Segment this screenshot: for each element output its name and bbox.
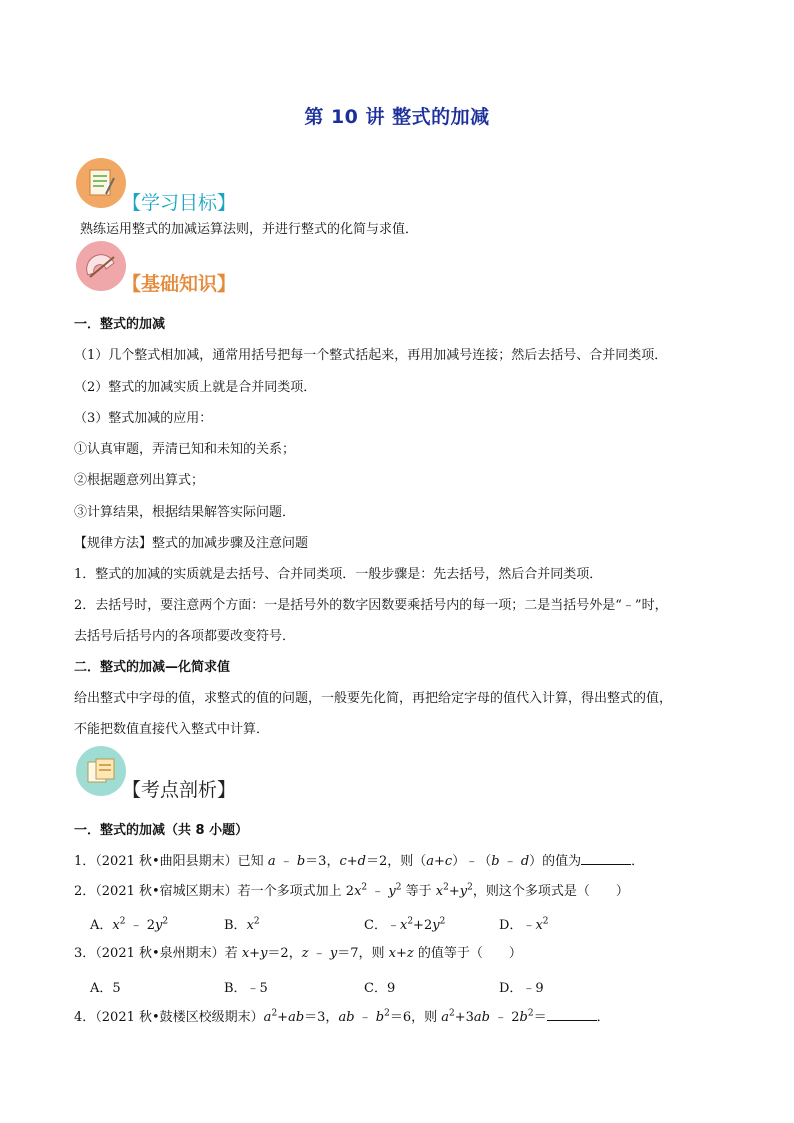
option-c[interactable]: C．9 — [364, 981, 396, 996]
question-1: 1．（2021 秋•曲阳县期末）已知 a ﹣ b＝3，c+d＝2，则（a+c）﹣（b ﹣ d）的值为 ． — [74, 854, 645, 869]
question-3: 3．（2021 秋•泉州期末）若 x+y＝2，z ﹣ y＝7，则 x+z 的值等于（ ） — [74, 946, 522, 961]
analysis-subheading: 一．整式的加减（共 8 小题） — [74, 823, 249, 838]
question-number: 1． — [74, 854, 96, 869]
basics-paragraph: 给出整式中字母的值，求整式的值的问题，一般要先化简，再把给定字母的值代入计算，得出整式的值， — [74, 691, 673, 706]
documents-icon — [76, 746, 126, 796]
basics-subheading-2: 二．整式的加减—化简求值 — [74, 660, 231, 675]
option-c[interactable]: C．$﹣x^2+2y^2$ — [364, 916, 446, 933]
basics-paragraph: 去括号后括号内的各项都要改变符号． — [74, 629, 296, 644]
rule-method-heading: 【规律方法】整式的加减步骤及注意问题 — [74, 536, 309, 551]
basics-paragraph: （1）几个整式相加减，通常用括号把每一个整式括起来，再用加减号连接；然后去括号、合并同类项． — [74, 348, 668, 363]
question-number: 2． — [74, 884, 96, 899]
basics-paragraph: 2．去括号时，要注意两个方面：一是括号外的数字因数要乘括号内的每一项；二是当括号外是“﹣”时， — [74, 598, 668, 613]
option-d[interactable]: D．﹣9 — [499, 981, 544, 996]
basics-subheading-1: 一．整式的加减 — [74, 317, 166, 332]
goal-text: 熟练运用整式的加减运算法则，并进行整式的化简与求值． — [80, 222, 419, 237]
question-number: 3． — [74, 946, 96, 961]
goal-heading: 【学习目标】 — [122, 192, 237, 214]
basics-paragraph: （3）整式加减的应用： — [74, 411, 213, 426]
question-number: 4． — [74, 1010, 96, 1025]
option-a[interactable]: A．5 — [90, 981, 121, 996]
option-b[interactable]: B．﹣5 — [224, 981, 268, 996]
basics-paragraph: ①认真审题，弄清已知和未知的关系； — [74, 442, 296, 457]
protractor-icon — [76, 241, 126, 291]
question-4: 4．（2021 秋•鼓楼区校级期末）$a^2+ab=3$，ab ﹣ $b^2=6$，则 $a^2+3ab$ ﹣ $2b^2=$ ． — [74, 1008, 610, 1025]
answer-blank[interactable] — [547, 1008, 597, 1021]
answer-blank[interactable] — [581, 852, 631, 865]
question-source: （2021 秋•宿城区期末） — [95, 884, 238, 899]
question-2: 2．（2021 秋•宿城区期末）若一个多项式加上 $2x^2$ ﹣ $y^2$ 等于 $x^2+y^2$，则这个多项式是（ ） — [74, 882, 629, 899]
basics-paragraph: 1．整式的加减的实质就是去括号、合并同类项．一般步骤是：先去括号，然后合并同类项． — [74, 567, 603, 582]
analysis-heading: 【考点剖析】 — [122, 779, 237, 801]
basics-paragraph: ②根据题意列出算式； — [74, 473, 205, 488]
notebook-icon — [76, 158, 126, 208]
option-d[interactable]: D．$﹣x^2$ — [499, 916, 549, 933]
basics-paragraph: 不能把数值直接代入整式中计算． — [74, 722, 270, 737]
option-a[interactable]: A．$x^2$ ﹣ $2y^2$ — [90, 916, 169, 933]
page-title: 第 10 讲 整式的加减 — [304, 106, 490, 128]
basics-paragraph: （2）整式的加减实质上就是合并同类项． — [74, 380, 317, 395]
question-source: （2021 秋•曲阳县期末） — [95, 854, 238, 869]
option-b[interactable]: B．$x^2$ — [224, 916, 260, 933]
question-source: （2021 秋•鼓楼区校级期末） — [95, 1010, 264, 1025]
question-source: （2021 秋•泉州期末） — [95, 946, 225, 961]
basics-paragraph: ③计算结果，根据结果解答实际问题． — [74, 505, 296, 520]
basics-heading: 【基础知识】 — [122, 273, 237, 295]
